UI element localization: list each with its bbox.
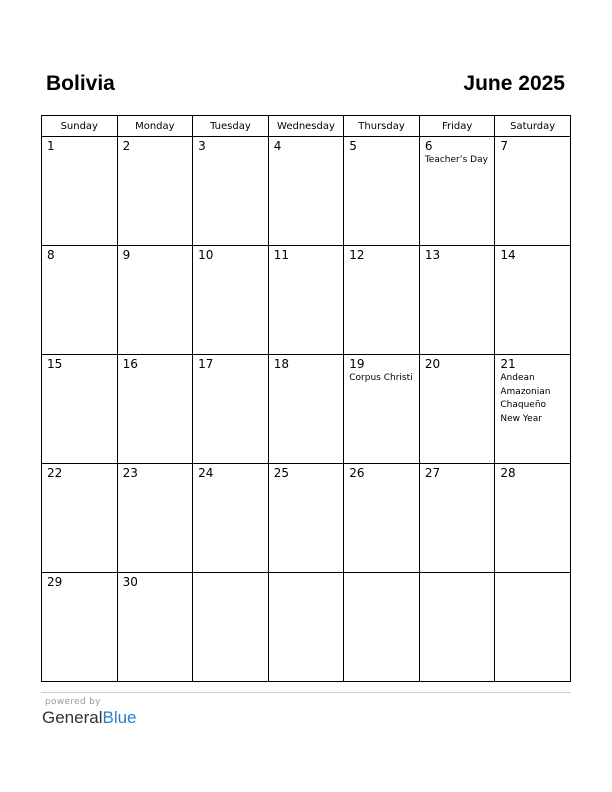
day-cell	[495, 246, 571, 355]
week-row	[42, 246, 571, 355]
day-number: 21	[500, 357, 516, 371]
day-cell	[419, 137, 495, 246]
day-number: 13	[424, 248, 441, 262]
day-number: 25	[273, 466, 289, 480]
day-cell	[419, 464, 495, 573]
day-number: 27	[424, 466, 441, 480]
day-number: 2	[122, 139, 131, 153]
brand-name-general: General	[42, 708, 103, 727]
day-cell	[344, 137, 420, 246]
day-number: 20	[424, 357, 441, 371]
day-cell	[495, 137, 571, 246]
day-cell	[117, 573, 193, 682]
day-cell	[344, 464, 420, 573]
day-cell	[117, 246, 193, 355]
day-number: 16	[122, 357, 138, 371]
day-cell	[117, 355, 193, 464]
week-row	[42, 464, 571, 573]
day-number: 4	[273, 139, 282, 153]
day-cell	[419, 355, 495, 464]
country-title: Bolivia	[46, 72, 115, 95]
week-row	[42, 137, 571, 246]
day-number: 28	[500, 466, 516, 480]
day-number: 26	[349, 466, 365, 480]
day-number: 14	[500, 248, 516, 262]
day-cell	[268, 355, 344, 464]
weekday-header-wednesday: Wednesday	[268, 116, 344, 137]
day-cell	[419, 246, 495, 355]
brand-name-blue: Blue	[102, 708, 137, 727]
day-number: 12	[349, 248, 365, 262]
day-cell	[42, 246, 118, 355]
day-cell	[193, 246, 269, 355]
day-number: 23	[122, 466, 138, 480]
holiday-label: Corpus Christi	[349, 373, 413, 383]
day-cell	[42, 464, 118, 573]
footer-divider	[41, 692, 571, 693]
calendar-grid	[41, 115, 571, 682]
day-cell-empty	[193, 573, 269, 682]
day-cell	[344, 355, 420, 464]
day-number: 15	[47, 357, 63, 371]
holiday-label: Andean Amazonian Chaqueño New Year	[500, 373, 551, 424]
day-number: 24	[198, 466, 214, 480]
powered-by-text: powered by	[45, 697, 101, 707]
day-number: 3	[198, 139, 206, 153]
day-cell	[42, 137, 118, 246]
day-cell	[193, 355, 269, 464]
day-number: 10	[198, 248, 214, 262]
day-cell	[117, 464, 193, 573]
day-number: 6	[424, 139, 433, 153]
day-cell	[268, 137, 344, 246]
day-number: 22	[47, 466, 63, 480]
day-cell-empty	[419, 573, 495, 682]
week-row	[42, 355, 571, 464]
day-cell	[117, 137, 193, 246]
day-number: 29	[47, 575, 63, 589]
day-cell	[495, 355, 571, 464]
day-number: 5	[349, 139, 357, 153]
day-cell-empty	[268, 573, 344, 682]
day-number: 9	[122, 248, 131, 262]
day-number: 1	[47, 139, 55, 153]
week-row	[42, 573, 571, 682]
day-number: 17	[198, 357, 214, 371]
day-number: 19	[349, 357, 365, 371]
day-cell	[193, 137, 269, 246]
generalblue-logo[interactable]	[42, 708, 137, 728]
weekday-header-tuesday: Tuesday	[193, 116, 269, 137]
day-cell	[268, 246, 344, 355]
month-year-title: June 2025	[463, 72, 565, 95]
weekday-header-sunday: Sunday	[42, 116, 118, 137]
day-number: 11	[273, 248, 289, 262]
day-number: 8	[47, 248, 55, 262]
day-cell	[344, 246, 420, 355]
weekday-header-friday: Friday	[419, 116, 495, 137]
weekday-header-monday: Monday	[117, 116, 193, 137]
weekday-header-row	[42, 116, 571, 137]
day-cell	[495, 464, 571, 573]
day-cell	[193, 464, 269, 573]
day-cell-empty	[495, 573, 571, 682]
day-cell	[42, 355, 118, 464]
day-number: 7	[500, 139, 509, 153]
day-number: 30	[122, 575, 138, 589]
day-cell	[42, 573, 118, 682]
day-number: 18	[273, 357, 289, 371]
day-cell	[268, 464, 344, 573]
holiday-label: Teacher’s Day	[424, 155, 488, 165]
weekday-header-saturday: Saturday	[495, 116, 571, 137]
day-cell-empty	[344, 573, 420, 682]
weekday-header-thursday: Thursday	[344, 116, 420, 137]
